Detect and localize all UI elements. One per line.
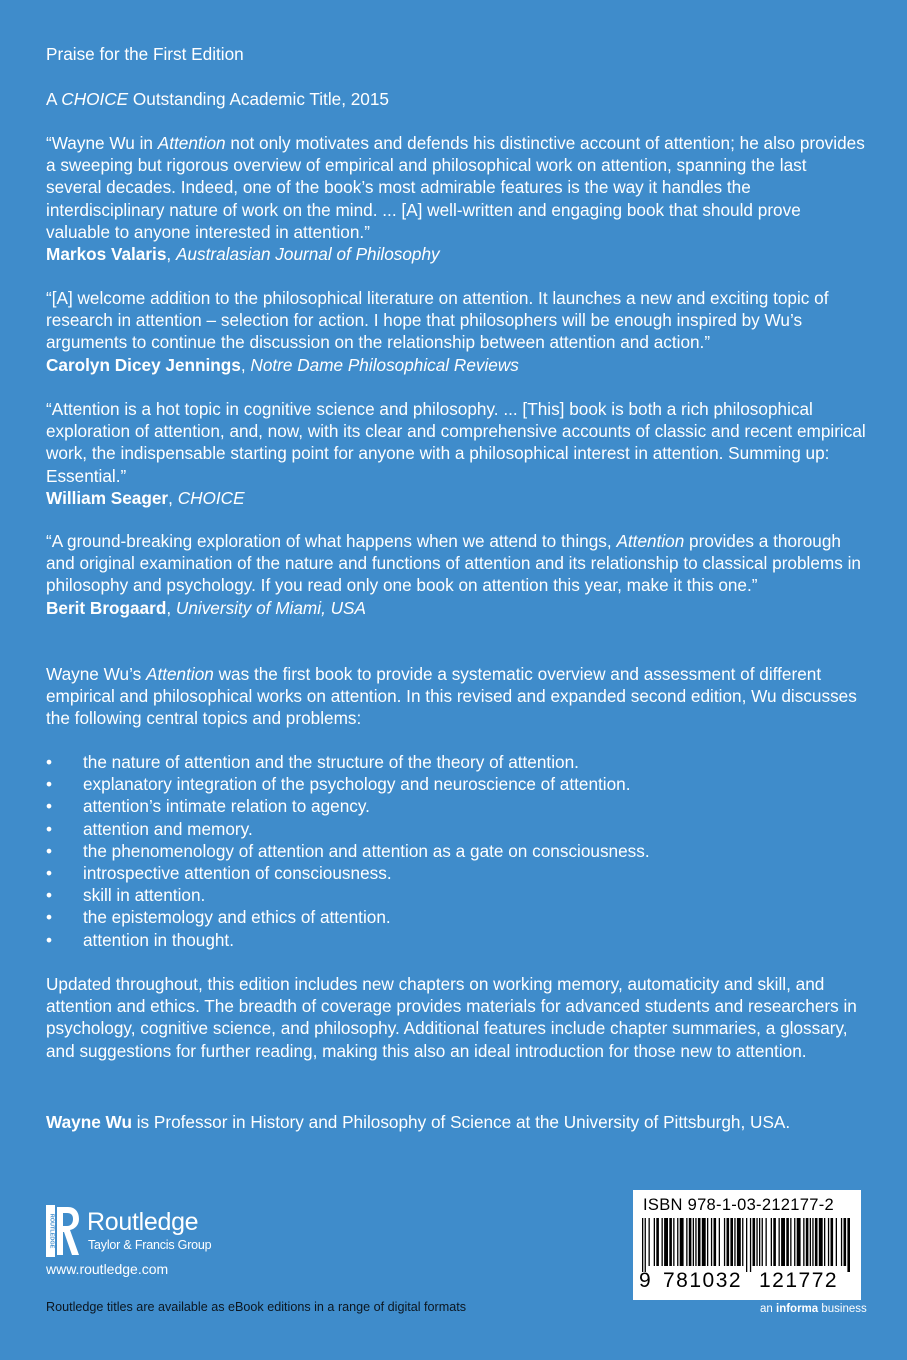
barcode-bar [677,1218,678,1266]
barcode-bar [803,1218,804,1266]
barcode-bar [824,1218,825,1266]
barcode-bar [649,1218,650,1266]
barcode-bar [756,1218,757,1266]
bullet-icon: • [46,885,53,906]
barcode-bar [702,1218,706,1266]
description-updated: Updated throughout, this edition includes new chapters on working memory, automaticity and skill, and attention and ethics. The breadth of coverage provides materials for advanced students and researchers in psychology, cognitive science, and philosophy. Additional features include chapter summaries, a glossary, and suggestions for further reading, making this also an ideal introduction for those new to attention. [46,974,857,1061]
barcode-bar [719,1218,720,1266]
barcode-bar [664,1218,668,1266]
barcode-bar [734,1218,735,1266]
review-1-quote: “Wayne Wu in Attention not only motivates and defends his distinctive account of attention; he also provides a sweeping but rigorous overview of empirical and philosophical work on attention, spanning the last several decades. Indeed, one of the book’s most admirable features is the way it handles the interdisciplinary nature of work on the mind. ... [A] well-written and engaging book that should prove valuable to anyone interested in attention.” [46,133,865,242]
barcode-bar [698,1218,701,1266]
barcode-bars [641,1218,853,1272]
description-intro: Wayne Wu’s Attention was the first book to provide a systematic overview and assessment of different empirical and philosophical works on attention. In this revised and expanded second edition, Wu discusses the following central topics and problems: [46,664,857,729]
bullet-icon: • [46,752,53,772]
barcode-bar [779,1218,780,1266]
barcode-bar [790,1218,791,1266]
routledge-r-icon [46,1205,80,1257]
barcode-bar [724,1218,725,1266]
isbn-barcode [633,1190,861,1300]
barcode-bar [737,1218,741,1266]
publisher-website[interactable]: www.routledge.com [46,1261,169,1277]
bullet-icon: • [46,929,53,950]
barcode-bar [750,1218,751,1272]
barcode-bar [662,1218,663,1266]
review-4-attribution: Berit Brogaard, University of Miami, USA [46,597,366,618]
barcode-bar [815,1218,818,1266]
author-name: Wayne Wu [46,1112,132,1132]
barcode-bar [669,1218,672,1266]
bullet-icon: • [46,774,53,795]
award-choice: CHOICE [61,89,129,109]
barcode-bar [771,1218,772,1266]
review-1 [46,132,866,265]
barcode-lead-digit: 9 [639,1269,651,1292]
barcode-bar [828,1218,829,1266]
barcode-bar [759,1218,760,1266]
barcode-bar [841,1218,842,1266]
barcode-bar [781,1218,785,1266]
barcode-bar [695,1218,696,1266]
bullet-icon: • [46,796,53,817]
list-item: • attention and memory. [46,818,253,839]
barcode-bar [742,1218,743,1266]
barcode-bar [711,1218,712,1266]
barcode-bar [693,1218,694,1266]
barcode-bar [766,1218,767,1266]
logo-spine-text: ROUTLEDGE [48,1213,55,1249]
barcode-bar [654,1218,655,1266]
bullet-icon: • [46,818,53,839]
barcode-bar [753,1218,756,1266]
review-3 [46,398,866,509]
barcode-bar [844,1218,847,1266]
barcode-group-2: 121772 [759,1269,839,1292]
publisher-name: Routledge [87,1208,199,1236]
informa-business: an informa business [760,1303,867,1315]
list-item: • the nature of attention and the structure of the theory of attention. [46,752,579,772]
barcode-bar [714,1218,717,1266]
praise-heading: Praise for the First Edition [46,44,244,64]
list-item: • the phenomenology of attention and attention as a gate on consciousness. [46,840,650,861]
barcode-bar [786,1218,789,1266]
publisher-group: Taylor & Francis Group [88,1238,212,1252]
barcode-bar [762,1218,763,1266]
barcode-bar [730,1218,733,1266]
barcode-bar [689,1218,692,1266]
barcode-bar [797,1218,801,1266]
publisher-logo [46,1205,306,1265]
barcode-bar [773,1218,776,1266]
barcode-bar [656,1218,659,1266]
barcode-bar [810,1218,811,1266]
author-bio: Wayne Wu is Professor in History and Philosophy of Science at the University of Pittsburgh, USA. [46,1112,791,1132]
barcode-bar [642,1218,643,1272]
bullet-icon: • [46,907,53,928]
list-item: • introspective attention of consciousness. [46,862,392,883]
review-2 [46,287,866,376]
barcode-bar [673,1218,674,1266]
barcode-bar [847,1218,850,1272]
barcode-bar [806,1218,809,1266]
bullet-icon: • [46,862,53,883]
barcode-bar [746,1218,747,1272]
review-4-quote: “A ground-breaking exploration of what happens when we attend to things, Attention provides a thorough and original examination of the nature and functions of attention and its relationship to classical problems in philosophy and psychology. If you read only one book on attention this year, make it this one.” [46,531,861,596]
ebook-note: Routledge titles are available as eBook editions in a range of digital formats [46,1300,467,1314]
review-1-attribution: Markos Valaris, Australasian Journal of Philosophy [46,244,440,265]
isbn-label: ISBN 978-1-03-212177-2 [643,1196,834,1214]
list-item: • the epistemology and ethics of attention. [46,907,391,928]
list-item: • attention in thought. [46,929,234,950]
barcode-bar [727,1218,730,1266]
topics-list [46,751,866,951]
review-3-quote: “Attention is a hot topic in cognitive science and philosophy. ... [This] book is both a rich philosophical exploration of attention, and, now, with its clear and comprehensive accounts of classic and recent empirical work, the indispensable starting point for anyone with a philosophical interest in attention. Summing up: Essential.” [46,399,866,486]
barcode-bar [812,1218,813,1266]
barcode-bar [794,1218,795,1266]
award-line: A CHOICE Outstanding Academic Title, 2015 [46,89,389,109]
list-item: • explanatory integration of the psychology and neuroscience of attention. [46,774,631,795]
review-2-quote: “[A] welcome addition to the philosophical literature on attention. It launches a new and exciting topic of research in attention – selection for action. I hope that philosophers will be enough inspired by Wu’s arguments to continue the discussion on the relationship between attention and action.” [46,288,829,353]
barcode-bar [680,1218,684,1266]
barcode-bar [819,1218,823,1266]
barcode-bar [707,1218,708,1266]
review-2-attribution: Carolyn Dicey Jennings, Notre Dame Philosophical Reviews [46,354,519,375]
review-3-attribution: William Seager, CHOICE [46,487,245,508]
barcode-bar [831,1218,834,1266]
review-4 [46,530,866,619]
list-item: • skill in attention. [46,885,206,906]
barcode-bar [836,1218,837,1266]
barcode-bar [645,1218,646,1272]
barcode-bar [686,1218,687,1266]
bullet-icon: • [46,840,53,861]
list-item: • attention’s intimate relation to agency. [46,796,370,817]
barcode-group-1: 781032 [663,1269,743,1292]
